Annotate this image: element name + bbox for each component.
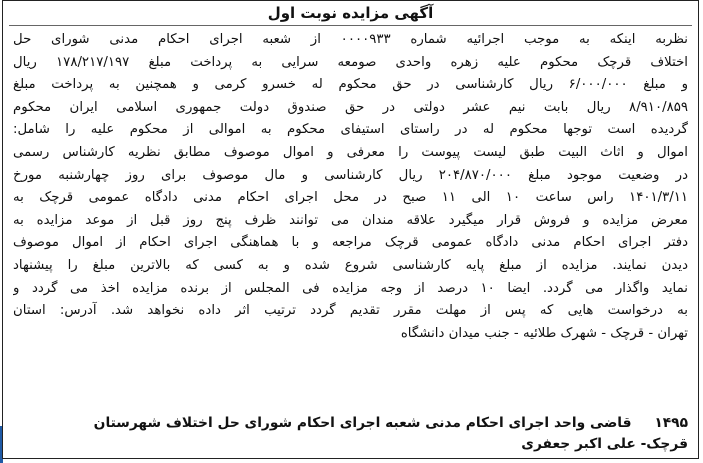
body-line: دفتر اجرای احکام مدنی دادگاه عمومی قرچک مراجعه و با هماهنگی اجرای احکام از اموال موصوف — [13, 235, 688, 251]
signature-line-2: قرچک- علی اکبر جعفری — [521, 436, 688, 452]
body-line: به درخواست هایی که پس از مهلت مقرر تقدیم گردد ترتیب اثر داده نخواهد شد. آدرس: استان — [13, 303, 688, 319]
body-line: در وضعیت موجود مبلغ ۲۰۴/۸۷۰/۰۰۰ ریال کارشناسی و مال موصوف برای روز چهارشنبه مورخ — [13, 167, 688, 183]
body-line: تهران - قرچک - شهرک طلائیه - جنب میدان دانشگاه — [400, 325, 688, 341]
notice-title: آگهی مزایده نوبت اول — [267, 4, 434, 22]
body-line: گردیده است توجها محکوم له در راستای استیفای محکوم به اموالی از محکوم علیه را شامل: — [13, 122, 688, 138]
body-line: اختلاف قرچک محکوم علیه زهره واحدی صومعه سرایی به پرداخت مبلغ ۱۷۸/۲۱۷/۱۹۷ ریال — [13, 54, 688, 70]
body-line: دیدن نمایند. مزایده از مبلغ پایه کارشناسی شروع شده و به کسی که بالاترین مبلغ را پیشنهاد — [13, 257, 688, 273]
notice-frame — [2, 0, 699, 459]
body-line: اموال و اثاث البیت طبق لیست پیوست را معرفی و اموال موصوف مطابق نظریه کارشناس رسمی — [13, 144, 688, 160]
title-divider — [9, 25, 692, 26]
body-line: معرض مزایده و فروش قرار میگیرد علاقه مندان می توانند ظرف پنج روز قبل از موعد مزایده به — [13, 212, 688, 228]
body-line: ۱۴۰۱/۳/۱۱ راس ساعت ۱۰ الی ۱۱ صبح در محل اجرای احکام مدنی دادگاه عمومی قرچک به — [13, 190, 688, 206]
body-line: ۸/۹۱۰/۸۵۹ ریال بابت نیم عشر دولتی در حق صندوق دولت جمهوری اسلامی ایران محکوم — [13, 99, 688, 115]
body-line: نماید واگذار می گردد. ایضا ۱۰ درصد از وجه مزایده فی المجلس از برنده مزایده اخذ می گردد و — [13, 280, 688, 296]
notice-footer — [13, 413, 688, 455]
signature-title: قاضی واحد اجرای احکام مدنی شعبه اجرای احکام شورای حل اختلاف شهرستان — [93, 415, 632, 431]
body-line: و مبلغ ۶/۰۰۰/۰۰۰ ریال کارشناسی در حق محکوم له خسرو کرمی و همچنین به پرداخت مبلغ — [13, 77, 688, 93]
signature-line-1 — [13, 413, 688, 434]
notice-body — [13, 29, 688, 345]
notice-number: ۱۴۹۵ — [654, 415, 688, 431]
body-line: نظربه اینکه به موجب اجرائیه شماره ۰۰۰۰۹۳۳ از شعبه اجرای احکام مدنی شورای حل — [13, 32, 688, 47]
